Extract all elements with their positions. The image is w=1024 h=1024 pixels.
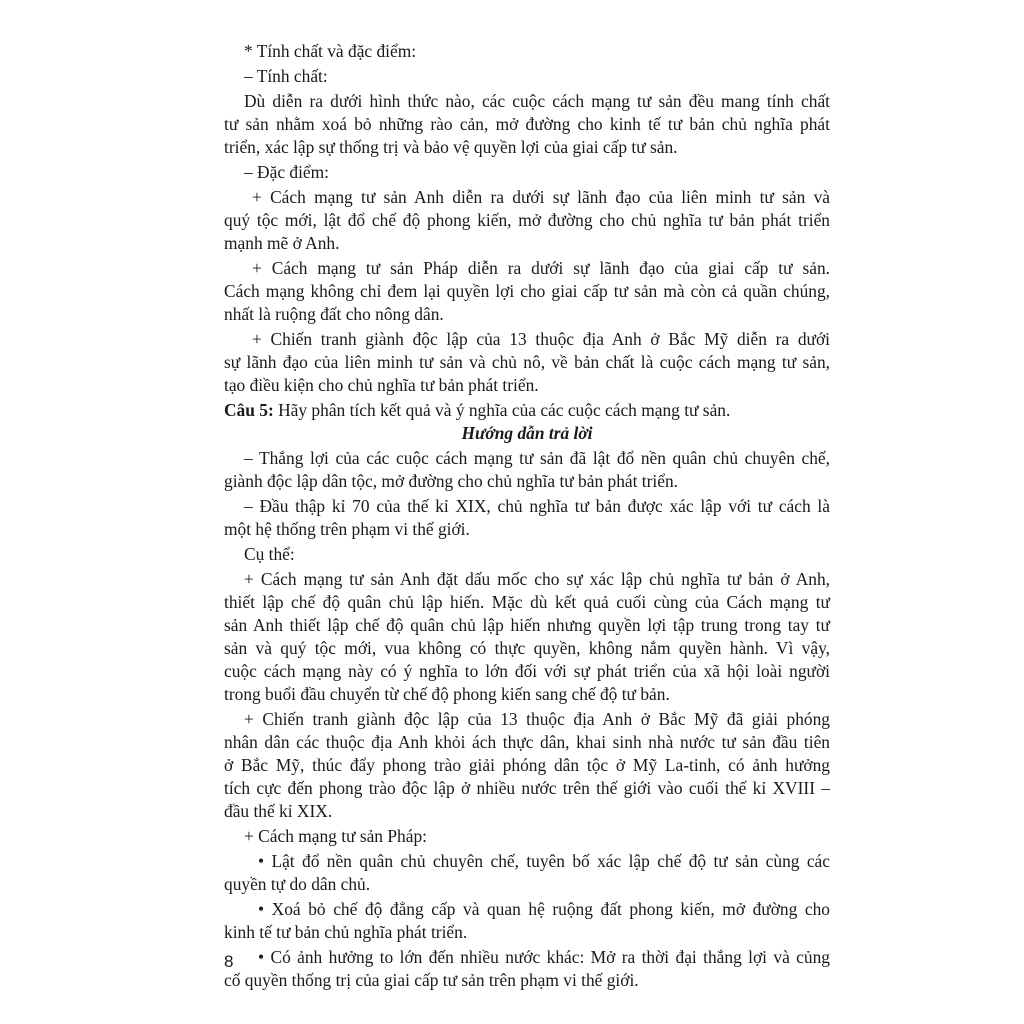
text-line: giành độc lập dân tộc, mở đường cho chủ nghĩa tư bản phát triển. [224, 471, 679, 491]
paragraph [224, 568, 830, 706]
text-line: cuộc cách mạng này có ý nghĩa to lớn đối với sự phát triển của xã hội loài người [224, 661, 830, 681]
paragraph [224, 90, 830, 159]
text-line: sản và quý tộc mới, vua không có thực quyền, không nắm quyền hành. Vì vậy, [224, 638, 830, 658]
paragraph [224, 328, 830, 397]
text-line: • Xoá bỏ chế độ đẳng cấp và quan hệ ruộng đất phong kiến, mở đường cho [258, 899, 830, 919]
paragraph [224, 543, 830, 566]
text-line: triển, xác lập sự thống trị và bảo vệ quyền lợi của giai cấp tư sản. [224, 137, 678, 157]
text-line: tích cực đến phong trào độc lập ở nhiều nước trên thế giới vào cuối thế kỉ XVIII – [224, 778, 830, 798]
page-body [224, 40, 830, 992]
text-line: tư sản nhằm xoá bỏ những rào cản, mở đường cho kinh tế tư bản chủ nghĩa phát [224, 114, 830, 134]
text-line: – Đặc điểm: [244, 162, 329, 182]
text-line: – Thắng lợi của các cuộc cách mạng tư sản đã lật đổ nền quân chủ chuyên chế, [244, 448, 830, 468]
question-label: Câu 5: [224, 400, 274, 420]
text-line: trong buổi đầu chuyển từ chế độ phong kiến sang chế độ tư bản. [224, 684, 670, 704]
text-line: kinh tế tư bản chủ nghĩa phát triển. [224, 922, 468, 942]
text-line: mạnh mẽ ở Anh. [224, 233, 340, 253]
question-line [224, 399, 830, 422]
text-line: * Tính chất và đặc điểm: [244, 41, 417, 61]
text-line: sự lãnh đạo của liên minh tư sản và chủ nô, về bản chất là cuộc cách mạng tư sản, [224, 352, 830, 372]
paragraph [224, 946, 830, 992]
text-line: cố quyền thống trị của giai cấp tư sản trên phạm vi thế giới. [224, 970, 639, 990]
text-line: nhất là ruộng đất cho nông dân. [224, 304, 444, 324]
text-line: sản Anh thiết lập chế độ quân chủ lập hiến nhưng quyền lợi tập trung trong tay tư [224, 615, 830, 635]
page-number: 8 [224, 952, 234, 971]
text-line: • Lật đổ nền quân chủ chuyên chế, tuyên bố xác lập chế độ tư sản cùng các [258, 851, 830, 871]
paragraph [224, 708, 830, 823]
paragraph [224, 65, 830, 88]
text-line: đầu thế kỉ XIX. [224, 801, 333, 821]
paragraph [224, 161, 830, 184]
paragraph [224, 850, 830, 896]
text-line: ở Bắc Mỹ, thúc đẩy phong trào giải phóng dân tộc ở Mỹ La-tinh, có ảnh hưởng [224, 755, 830, 775]
text-line: quyền tự do dân chủ. [224, 874, 371, 894]
text-line: một hệ thống trên phạm vi thế giới. [224, 519, 470, 539]
paragraph [224, 447, 830, 493]
answer-heading: Hướng dẫn trả lời [461, 423, 593, 443]
text-line: Cách mạng không chỉ đem lại quyền lợi cho giai cấp tư sản mà còn cả quần chúng, [224, 281, 830, 301]
paragraph [224, 825, 830, 848]
paragraph [224, 495, 830, 541]
text-line: + Cách mạng tư sản Anh diễn ra dưới sự lãnh đạo của liên minh tư sản và [252, 187, 830, 207]
text-line: + Cách mạng tư sản Anh đặt dấu mốc cho sự xác lập chủ nghĩa tư bản ở Anh, [244, 569, 830, 589]
text-line: + Cách mạng tư sản Pháp: [244, 826, 427, 846]
question-text: Hãy phân tích kết quả và ý nghĩa của các cuộc cách mạng tư sản. [273, 400, 731, 420]
text-line: + Chiến tranh giành độc lập của 13 thuộc địa Anh ở Bắc Mỹ đã giải phóng [244, 709, 830, 729]
text-line: – Đầu thập kỉ 70 của thế kỉ XIX, chủ nghĩa tư bản được xác lập với tư cách là [244, 496, 830, 516]
question [224, 399, 830, 422]
paragraph [224, 186, 830, 255]
text-line: thiết lập chế độ quân chủ lập hiến. Mặc dù kết quả cuối cùng của Cách mạng tư [224, 592, 830, 612]
text-line: Cụ thể: [244, 544, 295, 564]
text-line: nhân dân các thuộc địa Anh khỏi ách thực dân, khai sinh nhà nước tư sản đầu tiên [224, 732, 830, 752]
paragraph [224, 257, 830, 326]
paragraph [224, 898, 830, 944]
text-line: Dù diễn ra dưới hình thức nào, các cuộc cách mạng tư sản đều mang tính chất [244, 91, 830, 111]
text-line: • Có ảnh hưởng to lớn đến nhiều nước khác: Mở ra thời đại thắng lợi và củng [258, 947, 830, 967]
text-line: + Cách mạng tư sản Pháp diễn ra dưới sự lãnh đạo của giai cấp tư sản. [252, 258, 830, 278]
paragraph [224, 40, 830, 63]
text-line: – Tính chất: [244, 66, 328, 86]
text-line: + Chiến tranh giành độc lập của 13 thuộc địa Anh ở Bắc Mỹ diễn ra dưới [252, 329, 830, 349]
text-line: tạo điều kiện cho chủ nghĩa tư bản phát triển. [224, 375, 539, 395]
text-line: quý tộc mới, lật đổ chế độ phong kiến, mở đường cho chủ nghĩa tư bản phát triển [224, 210, 830, 230]
